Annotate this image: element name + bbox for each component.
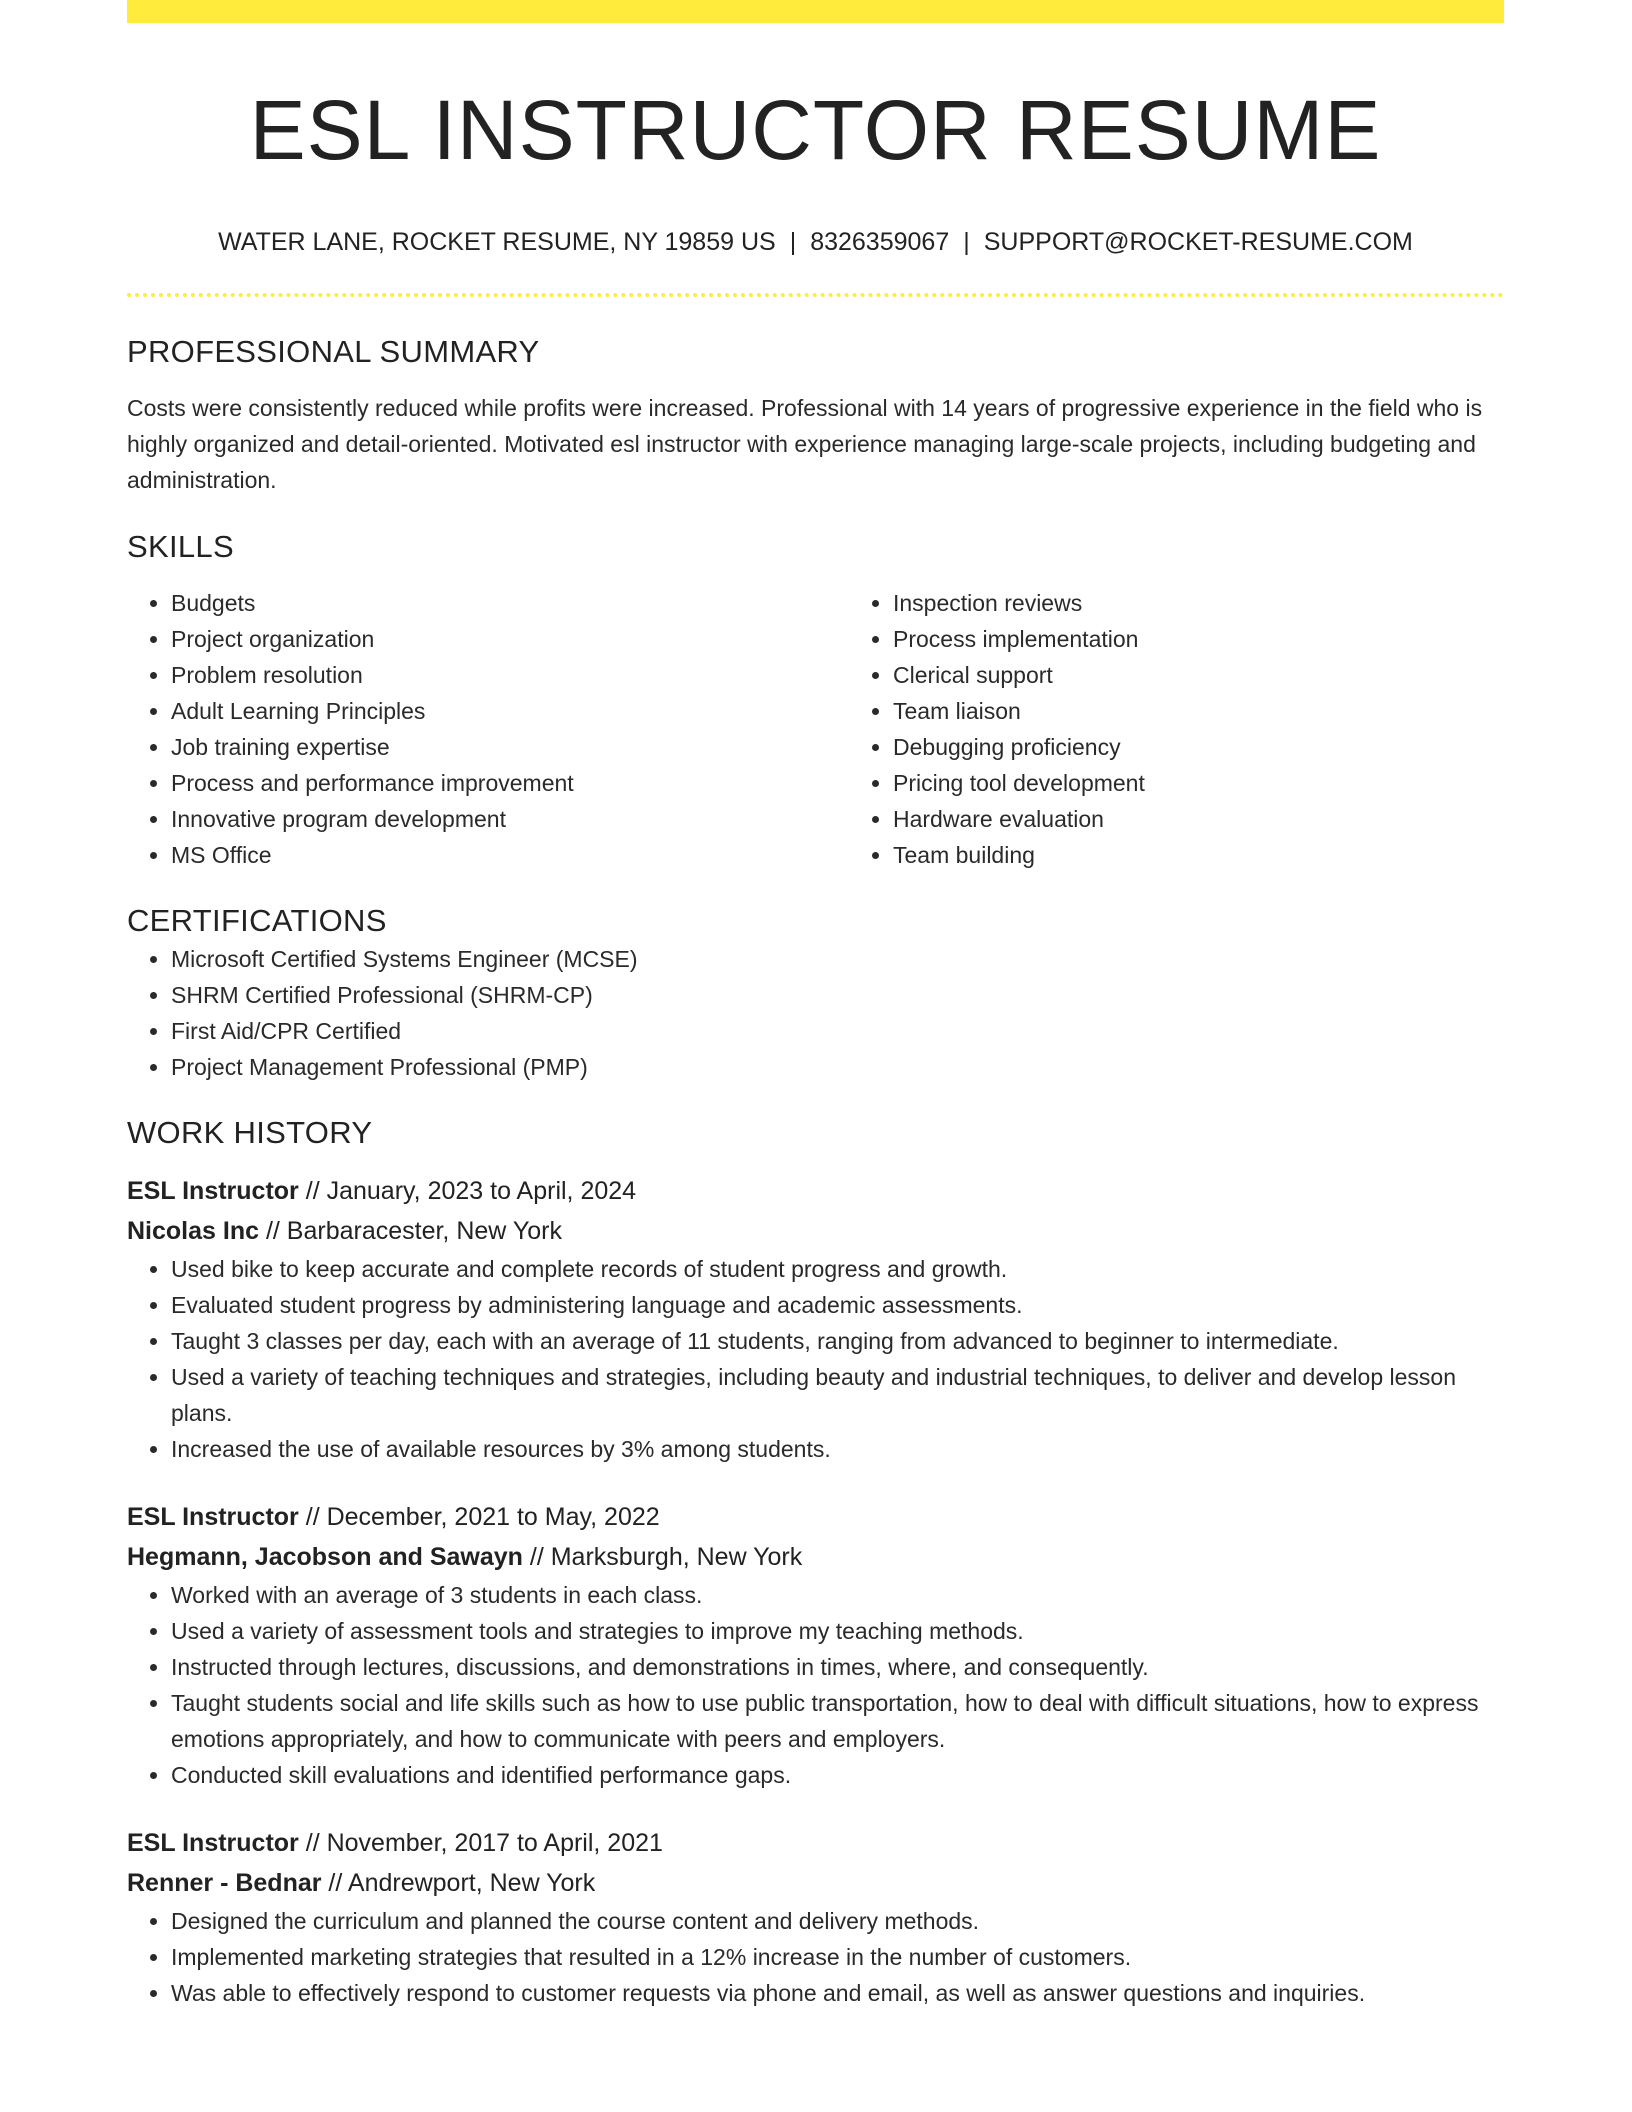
job-location: Marksburgh, New York — [550, 1543, 803, 1571]
certification-item: • SHRM Certified Professional (SHRM-CP) — [171, 977, 1504, 1013]
skills-heading: SKILLS — [127, 529, 234, 564]
job-company: Nicolas Inc — [127, 1217, 259, 1245]
skills-list-right — [849, 585, 1592, 873]
contact-line — [127, 226, 1504, 258]
summary-heading: PROFESSIONAL SUMMARY — [127, 334, 540, 369]
job-role-line — [127, 1823, 1504, 1863]
job-duty: • Conducted skill evaluations and identified performance gaps. — [171, 1757, 1504, 1793]
job-duty: • Increased the use of available resources by 3% among students. — [171, 1431, 1504, 1467]
job-separator: // — [298, 1503, 327, 1531]
job-role: ESL Instructor — [127, 1177, 299, 1205]
skill-item: • Pricing tool development — [893, 765, 1592, 801]
skill-item: • Budgets — [171, 585, 849, 621]
skill-item: • Project organization — [171, 621, 849, 657]
job-location: Andrewport, New York — [347, 1869, 596, 1897]
job-dates: December, 2021 to May, 2022 — [326, 1503, 660, 1531]
job-separator: // — [259, 1217, 287, 1245]
job-duty: • Implemented marketing strategies that resulted in a 12% increase in the number of customers. — [171, 1939, 1504, 1975]
skill-item: • Clerical support — [893, 657, 1592, 693]
job-duty: • Used a variety of assessment tools and strategies to improve my teaching methods. — [171, 1613, 1504, 1649]
job-duty: • Designed the curriculum and planned the course content and delivery methods. — [171, 1903, 1504, 1939]
job-separator: // — [298, 1829, 327, 1857]
skill-item: • MS Office — [171, 837, 849, 873]
job-duty: • Taught students social and life skills such as how to use public transportation, how to deal with difficult situations, how to express emotions appropriately, and how to communicate with peers and employers. — [171, 1685, 1504, 1757]
job-role: ESL Instructor — [127, 1829, 299, 1857]
contact-address: WATER LANE, ROCKET RESUME, NY 19859 US — [218, 228, 776, 256]
certification-item: • Project Management Professional (PMP) — [171, 1049, 1504, 1085]
skills-grid — [127, 585, 1504, 873]
certification-item: • Microsoft Certified Systems Engineer (MCSE) — [171, 941, 1504, 977]
skill-item: • Hardware evaluation — [893, 801, 1592, 837]
job-duty: • Instructed through lectures, discussions, and demonstrations in times, where, and consequently. — [171, 1649, 1504, 1685]
contact-phone: 8326359067 — [810, 228, 950, 256]
job-company-line — [127, 1537, 1504, 1577]
skill-item: • Team building — [893, 837, 1592, 873]
job-duty: • Used a variety of teaching techniques and strategies, including beauty and industrial techniques, to deliver and develop lesson plans. — [171, 1359, 1504, 1431]
job-role-line — [127, 1497, 1504, 1537]
job-company: Hegmann, Jacobson and Sawayn — [127, 1543, 523, 1571]
work-history-heading: WORK HISTORY — [127, 1115, 373, 1150]
job-location: Barbaracester, New York — [286, 1217, 562, 1245]
skill-item: • Debugging proficiency — [893, 729, 1592, 765]
resume-title: ESL INSTRUCTOR RESUME — [249, 83, 1382, 177]
job-entry — [127, 1823, 1504, 2011]
job-duties-list — [127, 1903, 1504, 2011]
job-dates: January, 2023 to April, 2024 — [326, 1177, 637, 1205]
job-duty: • Worked with an average of 3 students in each class. — [171, 1577, 1504, 1613]
skill-item: • Process and performance improvement — [171, 765, 849, 801]
job-duty: • Used bike to keep accurate and complete records of student progress and growth. — [171, 1251, 1504, 1287]
skills-list-left — [127, 585, 849, 873]
skill-item: • Job training expertise — [171, 729, 849, 765]
resume-content — [127, 0, 1504, 2011]
header-divider — [127, 293, 1504, 297]
job-separator: // — [321, 1869, 348, 1897]
skill-item: • Inspection reviews — [893, 585, 1592, 621]
skill-item: • Process implementation — [893, 621, 1592, 657]
certification-item: • First Aid/CPR Certified — [171, 1013, 1504, 1049]
job-role: ESL Instructor — [127, 1503, 299, 1531]
job-entry — [127, 1497, 1504, 1793]
job-duty: • Taught 3 classes per day, each with an average of 11 students, ranging from advanced to beginner to intermediate. — [171, 1323, 1504, 1359]
job-separator: // — [522, 1543, 551, 1571]
skill-item: • Innovative program development — [171, 801, 849, 837]
certifications-heading: CERTIFICATIONS — [127, 903, 387, 938]
summary-text: Costs were consistently reduced while profits were increased. Professional with 14 years of progressive experience in the field who is highly organized and detail-oriented. Motivated esl instructor with experience managing large-scale projects, including budgeting and administration. — [127, 395, 1483, 493]
job-role-line — [127, 1171, 1504, 1211]
skill-item: • Team liaison — [893, 693, 1592, 729]
job-separator: // — [298, 1177, 327, 1205]
skill-item: • Problem resolution — [171, 657, 849, 693]
certifications-list — [127, 941, 1504, 1085]
job-company: Renner - Bednar — [127, 1869, 322, 1897]
job-entry — [127, 1171, 1504, 1467]
job-dates: November, 2017 to April, 2021 — [326, 1829, 663, 1857]
job-company-line — [127, 1211, 1504, 1251]
job-company-line — [127, 1863, 1504, 1903]
skill-item: • Adult Learning Principles — [171, 693, 849, 729]
job-duties-list — [127, 1251, 1504, 1467]
job-duty: • Evaluated student progress by administering language and academic assessments. — [171, 1287, 1504, 1323]
job-duties-list — [127, 1577, 1504, 1793]
contact-email: SUPPORT@ROCKET-RESUME.COM — [983, 228, 1413, 256]
contact-separator: | — [789, 228, 797, 256]
contact-separator: | — [963, 228, 970, 256]
job-duty: • Was able to effectively respond to customer requests via phone and email, as well as answer questions and inquiries. — [171, 1975, 1504, 2011]
